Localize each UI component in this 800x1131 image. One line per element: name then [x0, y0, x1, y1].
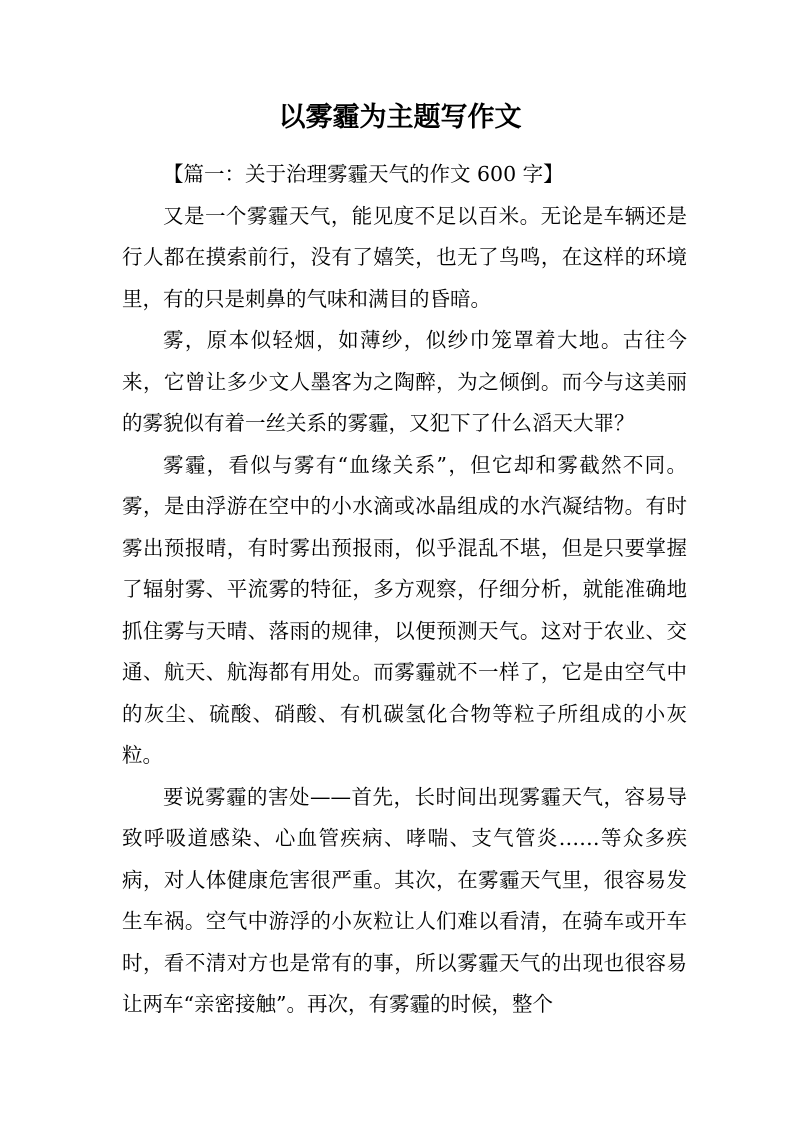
paragraph-1: 又是一个雾霾天气，能见度不足以百米。无论是车辆还是行人都在摸索前行，没有了嬉笑，也无了鸟鸣，在这样的环境里，有的只是刺鼻的气味和满目的昏暗。: [122, 203, 687, 311]
section-heading: 【篇一：关于治理雾霾天气的作文 600 字】: [163, 162, 564, 186]
paragraph-2: 雾，原本似轻烟，如薄纱，似纱巾笼罩着大地。古往今来，它曾让多少文人墨客为之陶醉，为之倾倒。而今与这美丽的雾貌似有着一丝关系的雾霾，又犯下了什么滔天大罪？: [122, 328, 687, 435]
document-title: 以雾霾为主题写作文: [278, 102, 522, 133]
paragraph-4: 要说雾霾的害处——首先，长时间出现雾霾天气，容易导致呼吸道感染、心血管疾病、哮喘、支气管炎……等众多疾病，对人体健康危害很严重。其次，在雾霾天气里，很容易发生车祸。空气中游浮的小灰粒让人们难以看清，在骑车或开车时，看不清对方也是常有的事，所以雾霾天气的出现也很容易让两车“亲密接触”。再次，有雾霾的时候，整个: [122, 784, 687, 1016]
document-body: [122, 154, 687, 1026]
paragraph-3: 雾霾，看似与雾有“血缘关系”，但它却和雾截然不同。雾，是由浮游在空中的小水滴或冰晶组成的水汽凝结物。有时雾出预报晴，有时雾出预报雨，似乎混乱不堪，但是只要掌握了辐射雾、平流雾的特征，多方观察，仔细分析，就能准确地抓住雾与天晴、落雨的规律，以便预测天气。这对于农业、交通、航天、航海都有用处。而雾霾就不一样了，它是由空气中的灰尘、硫酸、硝酸、有机碳氢化合物等粒子所组成的小灰粒。: [122, 452, 687, 767]
